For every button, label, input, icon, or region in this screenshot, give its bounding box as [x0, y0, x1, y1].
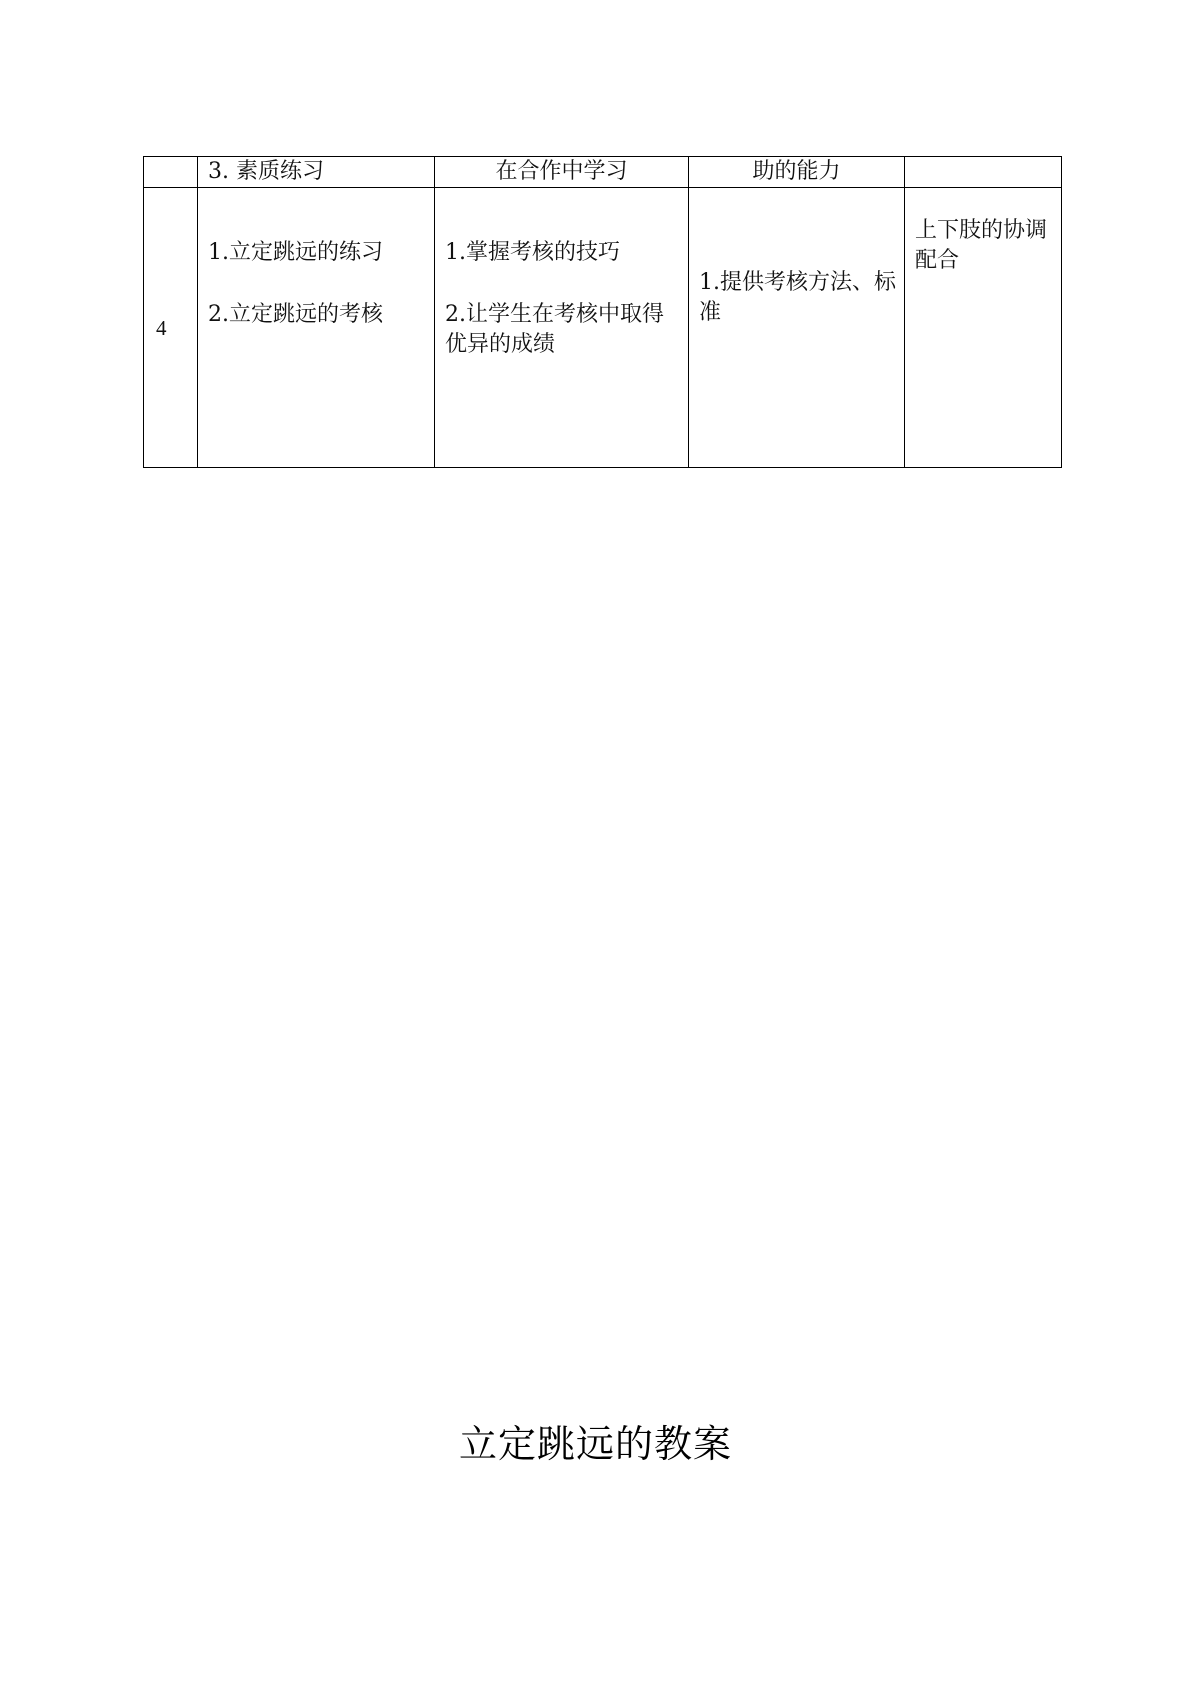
lesson-plan-table	[143, 156, 1062, 468]
table-row	[144, 157, 1062, 188]
document-title: 立定跳远的教案	[458, 1422, 732, 1466]
cell-text: 助的能力	[752, 159, 841, 184]
table-cell-methods	[689, 188, 905, 468]
objective-item: 1.掌握考核的技巧	[445, 240, 620, 265]
note-item: 上下肢的协调配合	[915, 218, 1048, 273]
table-cell-methods	[689, 157, 905, 188]
table-row	[144, 188, 1062, 468]
table-cell-content	[198, 157, 435, 188]
table-cell-objectives	[435, 188, 689, 468]
cell-text: 3. 素质练习	[208, 159, 324, 184]
cell-text: 在合作中学习	[495, 159, 628, 184]
table-cell-objectives	[435, 157, 689, 188]
content-item: 1.立定跳远的练习	[208, 240, 383, 265]
table-cell-notes	[905, 188, 1062, 468]
table-cell-number	[144, 157, 198, 188]
objective-item: 2.让学生在考核中取得优异的成绩	[445, 302, 664, 357]
row-number: 4	[144, 188, 198, 468]
method-item: 1.提供考核方法、标准	[699, 270, 896, 325]
table-cell-content	[198, 188, 435, 468]
content-item: 2.立定跳远的考核	[208, 302, 383, 327]
table-cell-notes	[905, 157, 1062, 188]
